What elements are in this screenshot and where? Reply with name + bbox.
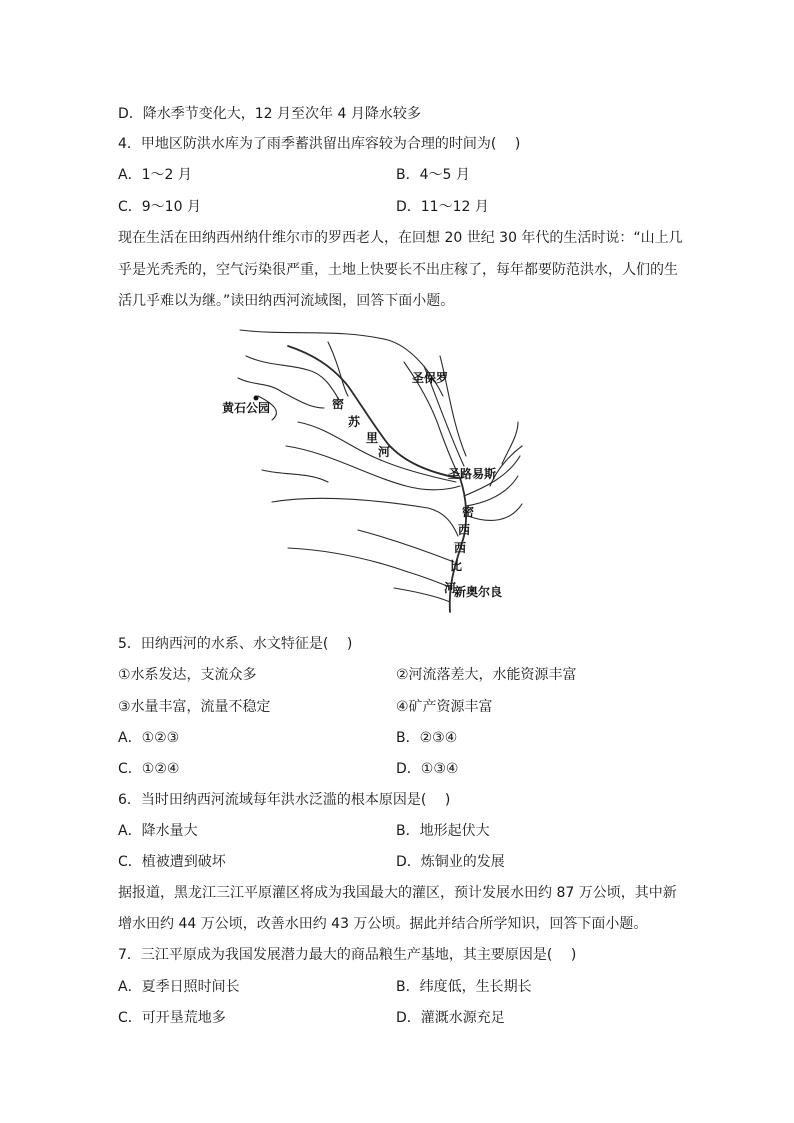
missouri-char-4: 河 [378, 445, 391, 459]
missouri-char-3: 里 [366, 431, 379, 445]
label-yellowstone: 黄石公园 [222, 401, 271, 415]
q4-stem: 4．甲地区防洪水库为了雨季蓄洪留出库容较为合理的时间为( ) [118, 136, 521, 152]
passage1-line2: 乎是光秃秃的，空气污染很严重，土地上快要长不出庄稼了，每年都要防范洪水，人们的生 [118, 262, 678, 278]
missouri-char-2: 苏 [348, 415, 361, 429]
q5-option-d: D．①③④ [396, 761, 459, 777]
q5-item4: ④矿产资源丰富 [396, 699, 493, 715]
q5-stem: 5．田纳西河的水系、水文特征是( ) [118, 636, 353, 652]
q6-option-a: A．降水量大 [118, 823, 198, 839]
q4-option-a: A．1～2 月 [118, 167, 192, 183]
label-st-paul: 圣保罗 [412, 371, 449, 385]
q6-option-b: B．地形起伏大 [396, 823, 490, 839]
q4-option-b: B．4～5 月 [396, 167, 470, 183]
q4-option-d: D．11～12 月 [396, 199, 489, 215]
tennessee-river-basin-map [222, 326, 524, 614]
q7-option-d: D．灌溉水源充足 [396, 1010, 505, 1026]
q5-item3: ③水量丰富，流量不稳定 [118, 699, 271, 715]
q4-option-c: C．9～10 月 [118, 199, 201, 215]
q5-option-c: C．①②④ [118, 761, 180, 777]
q7-stem: 7．三江平原成为我国发展潜力最大的商品粮生产基地，其主要原因是( ) [118, 947, 577, 963]
label-new-orleans: 新奥尔良 [454, 585, 503, 599]
q7-option-a: A．夏季日照时间长 [118, 979, 240, 995]
q5-item2: ②河流落差大，水能资源丰富 [396, 667, 577, 683]
passage2-line1: 据报道，黑龙江三江平原灌区将成为我国最大的灌区，预计发展水田约 87 万公顷，其中新 [118, 885, 677, 901]
q6-stem: 6．当时田纳西河流域每年洪水泛滥的根本原因是( ) [118, 792, 451, 808]
missouri-char-1: 密 [332, 397, 345, 411]
q7-option-b: B．纬度低，生长期长 [396, 979, 532, 995]
q6-option-c: C．植被遭到破坏 [118, 854, 226, 870]
mississippi-char-5: 河 [444, 581, 457, 595]
q5-option-b: B．②③④ [396, 730, 458, 746]
yellowstone-marker [254, 396, 259, 401]
mississippi-char-4: 比 [450, 559, 463, 573]
passage1-line1: 现在生活在田纳西州纳什维尔市的罗西老人，在回想 20 世纪 30 年代的生活时说：“山上几 [118, 230, 683, 246]
mississippi-char-1: 密 [462, 505, 475, 519]
label-st-louis: 圣路易斯 [448, 467, 497, 481]
passage2-line2: 增水田约 44 万公顷，改善水田约 43 万公顷。据此并结合所学知识，回答下面小题。 [118, 916, 648, 932]
q7-option-c: C．可开垦荒地多 [118, 1010, 226, 1026]
mississippi-char-3: 西 [454, 541, 467, 555]
passage1-line3: 活几乎难以为继。”读田纳西河流域图，回答下面小题。 [118, 293, 455, 309]
q5-item1: ①水系发达，支流众多 [118, 667, 257, 683]
q3-option-d: D．降水季节变化大，12 月至次年 4 月降水较多 [118, 106, 421, 122]
q6-option-d: D．炼铜业的发展 [396, 854, 505, 870]
q5-option-a: A．①②③ [118, 730, 180, 746]
mississippi-char-2: 西 [458, 523, 471, 537]
